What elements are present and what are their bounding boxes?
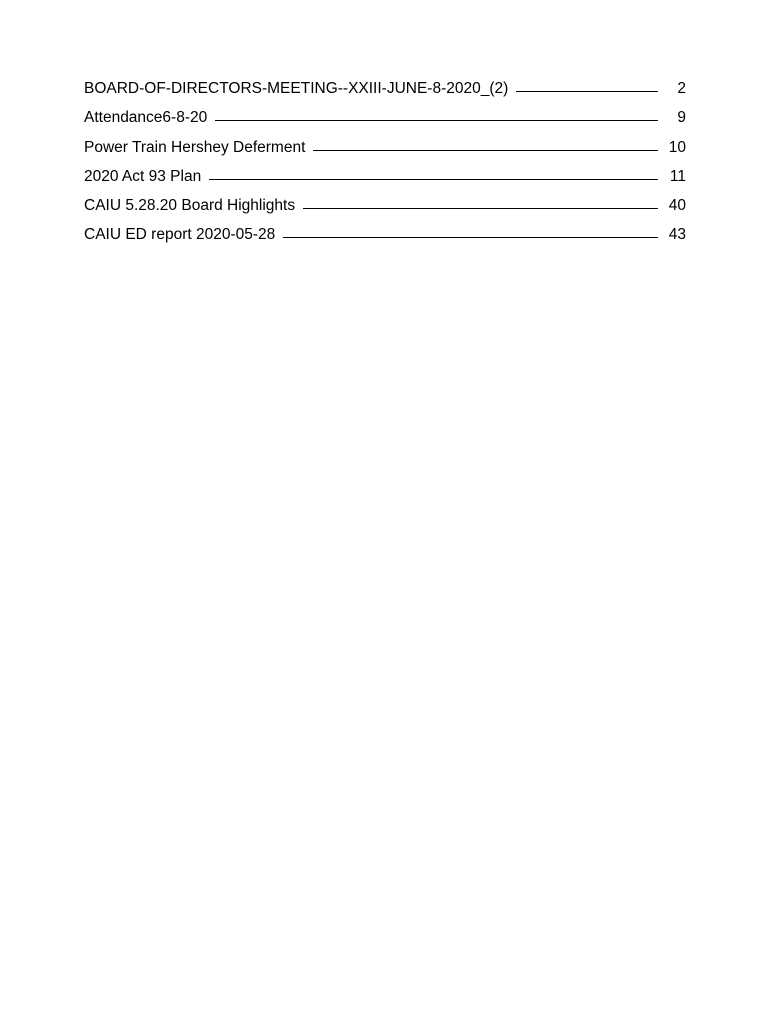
toc-entry-page-number[interactable]: 43 <box>668 226 686 244</box>
toc-entry-page-number[interactable]: 11 <box>669 167 686 185</box>
toc-entry-page-number[interactable]: 9 <box>677 109 686 127</box>
toc-entry-page-number[interactable]: 40 <box>668 196 686 214</box>
toc-entry-board-highlights[interactable] <box>84 187 686 216</box>
toc-leader-line <box>516 91 658 92</box>
toc-entry-act-93-plan[interactable] <box>84 158 686 187</box>
toc-entry-ed-report[interactable] <box>84 216 686 245</box>
toc-leader-line <box>313 150 658 151</box>
toc-entry-title[interactable]: CAIU 5.28.20 Board Highlights <box>84 196 296 214</box>
toc-leader-line <box>303 208 658 209</box>
toc-entry-title[interactable]: CAIU ED report 2020-05-28 <box>84 226 276 244</box>
toc-leader-line <box>209 179 658 180</box>
toc-entry-title[interactable]: Attendance6-8-20 <box>84 109 208 127</box>
toc-entry-title[interactable]: BOARD-OF-DIRECTORS-MEETING--XXIII-JUNE-8-2020_(2) <box>84 80 509 98</box>
table-of-contents <box>84 70 686 245</box>
toc-entry-board-meeting[interactable] <box>84 70 686 99</box>
toc-entry-page-number[interactable]: 10 <box>668 138 686 156</box>
toc-entry-attendance[interactable] <box>84 99 686 128</box>
toc-entry-power-train-deferment[interactable] <box>84 128 686 157</box>
toc-entry-page-number[interactable]: 2 <box>677 80 686 98</box>
toc-leader-line <box>283 237 658 238</box>
toc-entry-title[interactable]: 2020 Act 93 Plan <box>84 167 202 185</box>
toc-entry-title[interactable]: Power Train Hershey Deferment <box>84 138 306 156</box>
toc-leader-line <box>215 120 658 121</box>
